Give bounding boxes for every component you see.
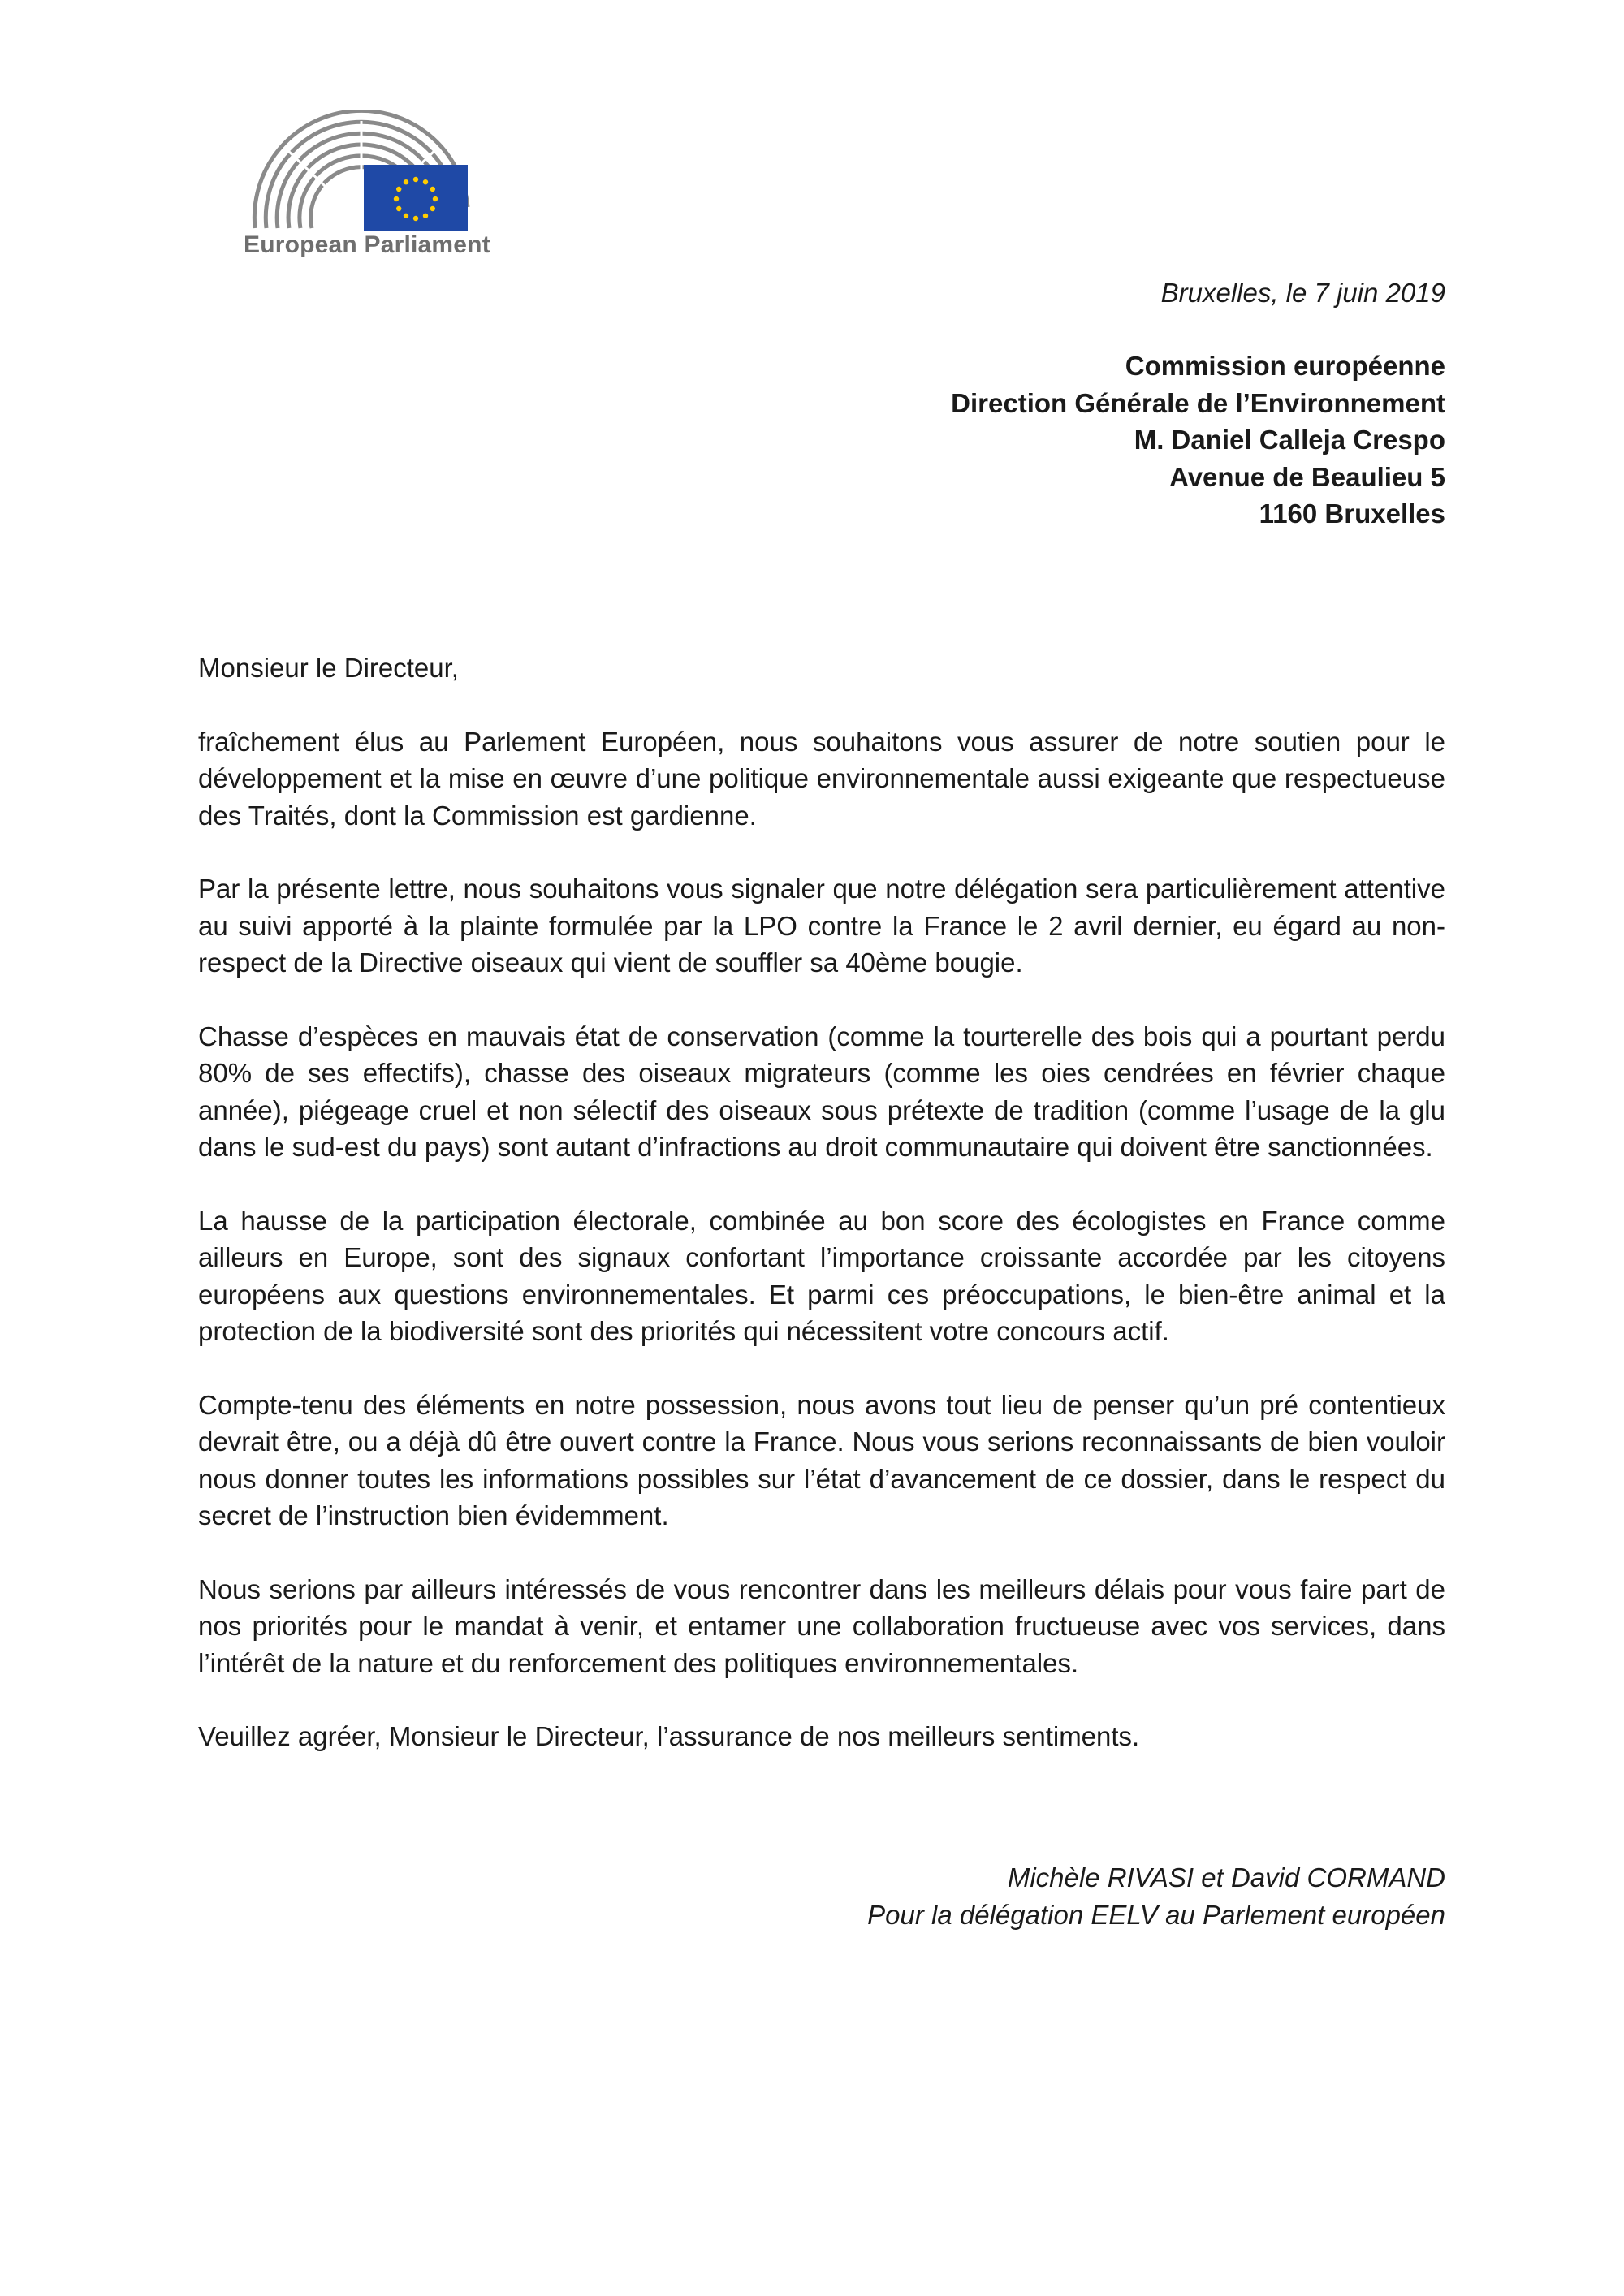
body-paragraph: Nous serions par ailleurs intéressés de vous rencontrer dans les meilleurs délais pour vous faire part de nos priorités pour le mandat à venir, et entamer une collaboration fructueuse avec vos services, dans l’intérêt de la nature et du renforcement des politiques environnementales. — [198, 1573, 1445, 1678]
body-paragraph: fraîchement élus au Parlement Européen, nous souhaitons vous assurer de notre soutien pour le développement et la mise en œuvre d’une politique environnementale aussi exigeante que respectueuse des Traités, dont la Commission est gardienne. — [198, 726, 1445, 831]
body-paragraph: Par la présente lettre, nous souhaitons vous signaler que notre délégation sera particulièrement attentive au suivi apporté à la plainte formulée par la LPO contre la France le 2 avril dernier, eu égard au non-respect de la Directive oiseaux qui vient de souffler sa 40ème bougie. — [198, 874, 1445, 978]
body-paragraph: Compte-tenu des éléments en notre possession, nous avons tout lieu de penser qu’un pré contentieux devrait être, ou a déjà dû être ouvert contre la France. Nous vous serions reconnaissants de bien vouloir nous donner toutes les informations possibles sur l’état d’avancement de ce dossier, dans le respect du secret de l’instruction bien évidemment. — [198, 1389, 1445, 1530]
logo-text: European Parliament — [244, 231, 490, 258]
body-paragraph: La hausse de la participation électorale, combinée au bon score des écologistes en France comme ailleurs en Europe, sont des signaux confortant l’importance croissante accordée par les citoyens européens aux questions environnementales. Et parmi ces préoccupations, le bien-être animal et la protection de la biodiversité sont des priorités qui nécessitent votre concours actif. — [198, 1205, 1445, 1346]
recipient-line: Commission européenne — [1125, 351, 1445, 381]
hemicycle-emblem-icon — [244, 110, 479, 231]
letter-date: Bruxelles, le 7 juin 2019 — [1160, 278, 1445, 308]
european-parliament-logo — [244, 110, 490, 272]
closing-formula: Veuillez agréer, Monsieur le Directeur, l’assurance de nos meilleurs sentiments. — [198, 1721, 1140, 1751]
recipient-line: Avenue de Beaulieu 5 — [1169, 461, 1445, 492]
salutation: Monsieur le Directeur, — [198, 653, 459, 683]
recipient-line: M. Daniel Calleja Crespo — [1134, 425, 1445, 455]
recipient-line: 1160 Bruxelles — [1259, 498, 1445, 529]
recipient-address — [731, 347, 1445, 533]
letter-body — [198, 650, 1445, 1755]
signatory-names: Michèle RIVASI et David CORMAND — [1007, 1862, 1445, 1892]
body-paragraph: Chasse d’espèces en mauvais état de conservation (comme la tourterelle des bois qui a pourtant perdu 80% de ses effectifs), chasse des oiseaux migrateurs (comme les oies cendrées en février chaque année), piégeage cruel et non sélectif des oiseaux sous prétexte de tradition (comme l’usage de la glu dans le sud-est du pays) sont autant d’infractions au droit communautaire qui doivent être sanctionnées. — [198, 1021, 1445, 1162]
signature-block — [731, 1859, 1445, 1933]
signatory-role: Pour la délégation EELV au Parlement européen — [867, 1899, 1445, 1930]
recipient-line: Direction Générale de l’Environnement — [951, 387, 1445, 418]
